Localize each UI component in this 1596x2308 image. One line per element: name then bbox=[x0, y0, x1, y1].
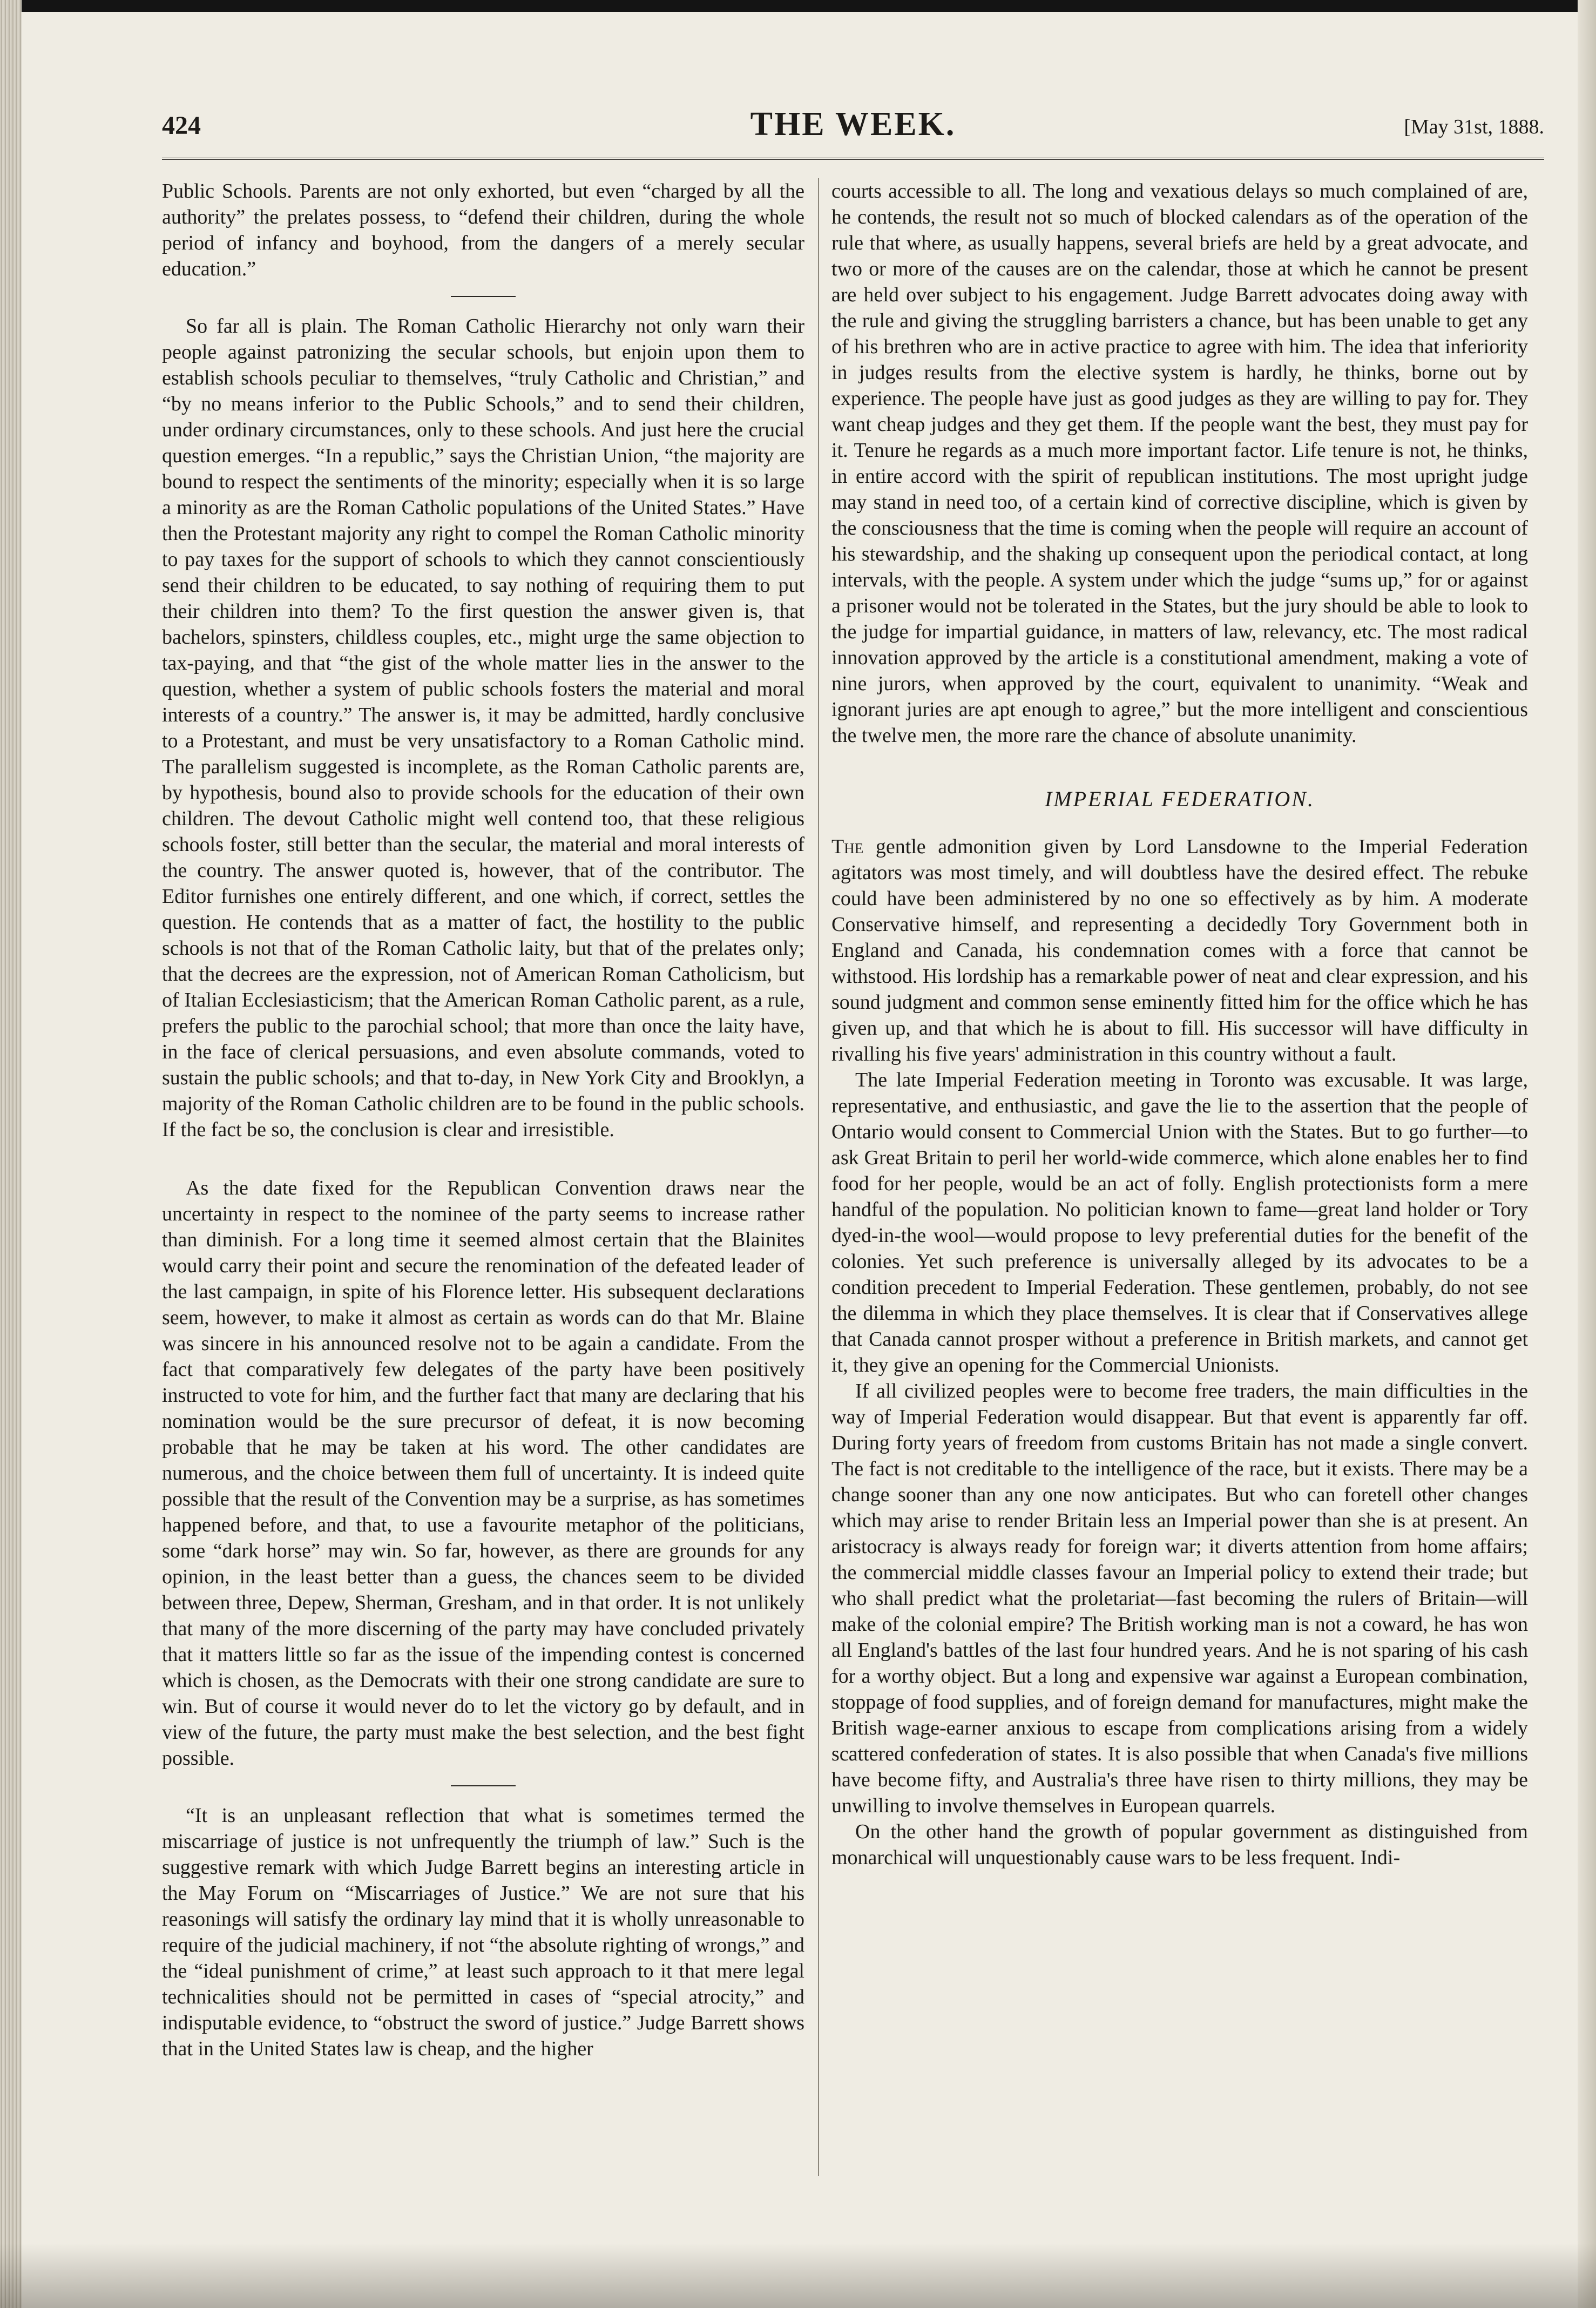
article-heading: IMPERIAL FEDERATION. bbox=[1045, 787, 1315, 811]
header-rule bbox=[162, 158, 1544, 160]
page-bottom-shade bbox=[0, 2243, 1596, 2308]
paragraph: “It is an unpleasant reflection that what is sometimes termed the miscarriage of justice is not unfrequently the triumph of law.” Such is the suggestive remark with which Judge Barrett begins an interesting article in the May Forum on “Miscarriages of Justice.” We are not sure that his reasonings will satisfy the ordinary lay mind that it is wholly unreasonable to require of the judicial machinery, if not “the absolute righting of wrongs,” and the “ideal punishment of crime,” at least such approach to it that mere legal technicalities should not be permitted in cases of “special atrocity,” and indisputable evidence, to “obstruct the sword of justice.” Judge Barrett shows that in the United States law is cheap, and the higher bbox=[162, 1804, 804, 2060]
page-header bbox=[162, 105, 1544, 154]
page-top-band bbox=[0, 0, 1596, 12]
paragraph: As the date fixed for the Republican Convention draws near the uncertainty in respect to the nominee of the party seems to increase rather than diminish. For a long time it seemed almost certain that the Blainites would carry their point and secure the renomination of the defeated leader of the last campaign, in spite of his Florence letter. His subsequent declarations seem, however, to make it almost as certain as words can do that Mr. Blaine was sincere in his announced resolve not to be again a candidate. From the fact that comparatively few delegates of the party have been positively instructed to vote for him, and the further fact that many are declaring that his nomination would be the sure precursor of defeat, it is now becoming probable that he may be taken at his word. The other candidates are numerous, and the choice between them full of uncertainty. It is indeed quite possible that the result of the Convention may be a surprise, as has sometimes happened before, and that, to use a favourite metaphor of the politicians, some “dark horse” may win. So far, however, as there are grounds for any opinion, in the least better than a guess, the chances seem to be divided between three, Depew, Sherman, Gresham, and in that order. It is not unlikely that many of the more discerning of the party may have concluded privately that it matters little so far as the issue of the impending contest is concerned which is chosen, as the Democrats with their one strong candidate are sure to win. But of course it would never do to let the victory go by default, and in view of the future, the party must make the best selection, and the best fight possible. bbox=[162, 1177, 804, 1770]
paragraph: If all civilized peoples were to become free traders, the main difficulties in the way of Imperial Federation would disappear. But that event is apparently far off. During forty years of freedom from customs Britain has not made a single convert. The fact is not creditable to the intelligence of the race, but it exists. There may be a change sooner than any one now anticipates. But who can foretell other changes which may arise to render Britain less an Imperial power than she is at present. An aristocracy is always ready for foreign war; it diverts attention from home affairs; the commercial middle classes favour an Imperial policy to extend their trade; but who shall predict what the proletariat—fast becoming the rulers of Britain—will make of the colonial empire? The British working man is not a coward, he has won all England's battles of the last four hundred years. And he is not sparing of his cash for a worthy object. But a long and expensive war against a European combination, stoppage of food supplies, and of foreign demand for manufactures, might make the British wage-earner anxious to escape from complications arising from a widely scattered confederation of states. It is also possible that when Canada's five millions have become fifty, and Australia's three have risen to thirty millions, they may be unwilling to involve themselves in European quarrels. bbox=[831, 1380, 1528, 1817]
left-column bbox=[162, 178, 804, 2062]
paragraph: courts accessible to all. The long and vexatious delays so much complained of are, he contends, the result not so much of blocked calendars as of the operation of the rule that where, as usually happens, several briefs are held by a great advocate, and two or more of the causes are on the calendar, those at which he cannot be present are held over subject to his engagement. Judge Barrett advocates doing away with the rule and giving the struggling barristers a chance, but has been unable to get any of his brethren who are in active practice to agree with him. The idea that inferiority in judges results from the elective system is hardly, he thinks, borne out by experience. The people have just as good judges as they are willing to pay for. They want cheap judges and they get them. If the people want the best, they must pay for it. Tenure he regards as a much more important factor. Life tenure is not, he thinks, in entire accord with the spirit of republican institutions. The most upright judge may stand in need too, of a certain kind of corrective discipline, which is given by the consciousness that the time is coming when the people will require an account of his stewardship, and the shaking up consequent upon the periodical contact, at long intervals, with the people. A system under which the judge “sums up,” for or against a prisoner would not be tolerated in the States, but the jury should be able to look to the judge for impartial guidance, in matters of law, relevancy, etc. The most radical innovation approved by the article is a constitutional amendment, making a vote of nine jurors, when approved by the court, equivalent to unanimity. “Weak and ignorant juries are apt enough to agree,” but the more intelligent and conscientious the twelve men, the more rare the chance of absolute unanimity. bbox=[831, 180, 1528, 747]
section-separator bbox=[451, 1785, 516, 1786]
paragraph: The late Imperial Federation meeting in Toronto was excusable. It was large, representative, and enthusiastic, and gave the lie to the assertion that the people of Ontario would consent to Commercial Union with the States. But to go further—to ask Great Britain to peril her world-wide commerce, which alone enables her to find food for her people, would be an act of folly. English protectionists form a mere handful of the population. No politician known to fame—great land holder or Tory dyed-in-the wool—would propose to levy preferential duties for the benefit of the colonies. Yet such preference is universally alleged by its advocates to be a condition precedent to Imperial Federation. These gentlemen, probably, do not see the dilemma in which they place themselves. It is clear that if Conservatives allege that Canada cannot prosper without a preference in British markets, and cannot get it, they give an opening for the Commercial Unionists. bbox=[831, 1069, 1528, 1376]
paragraph bbox=[831, 834, 1528, 1067]
lead-word: The bbox=[831, 835, 864, 858]
paragraph: Public Schools. Parents are not only exhorted, but even “charged by all the authority” the prelates possess, to “defend their children, during the whole period of infancy and boyhood, from the dangers of a merely secular education.” bbox=[162, 180, 804, 280]
page-binding-edge bbox=[0, 0, 22, 2308]
issue-date: [May 31st, 1888. bbox=[1404, 116, 1544, 138]
page-number: 424 bbox=[162, 111, 201, 140]
paragraph-text: gentle admonition given by Lord Lansdowne to the Imperial Federation agitators was most timely, and will doubtless have the desired effect. The rebuke could have been administered by no one so effectively as by him. A moderate Conservative himself, and representing a decidedly Tory Government both in England and Canada, his condemnation comes with a force that cannot be withstood. His lordship has a remarkable power of neat and clear expression, and his sound judgment and common sense eminently fitted him for the office which he has given up, and that which he is about to fill. His successor will have difficulty in rivalling his five years' administration in this country without a fault. bbox=[831, 835, 1529, 1065]
journal-title: THE WEEK. bbox=[750, 106, 956, 143]
column-divider bbox=[818, 178, 819, 2176]
section-break bbox=[162, 1143, 804, 1175]
paragraph: On the other hand the growth of popular government as distinguished from monarchical will unquestionably cause wars to be less frequent. Indi- bbox=[831, 1820, 1528, 1869]
section-separator bbox=[451, 296, 516, 297]
paragraph: So far all is plain. The Roman Catholic Hierarchy not only warn their people against patronizing the secular schools, but enjoin upon them to establish schools peculiar to themselves, “truly Catholic and Christian,” and “by no means inferior to the Public Schools,” and to send their children, under ordinary circumstances, only to these schools. And just here the crucial question emerges. “In a republic,” says the Christian Union, “the majority are bound to respect the sentiments of the minority; especially when it is so large a minority as are the Roman Catholic populations of the United States.” Have then the Protestant majority any right to compel the Roman Catholic minority to pay taxes for the support of schools to which they cannot conscientiously send their children to be educated, to say nothing of requiring them to put their children into them? To the first question the answer given is, that bachelors, spinsters, childless couples, etc., might urge the same objection to tax-paying, and that “the gist of the whole matter lies in the answer to the question, whether a system of public schools fosters the material and moral interests of a country.” The answer is, it may be admitted, hardly conclusive to a Protestant, and must be very unsatisfactory to a Roman Catholic mind. The parallelism suggested is incomplete, as the Roman Catholic parents are, by hypothesis, bound also to provide schools for the education of their own children. The devout Catholic might well contend too, that these religious schools foster, still better than the secular, the material and moral interests of the country. The answer quoted is, however, that of the contributor. The Editor furnishes one entirely different, and one which, if correct, settles the question. He contends that as a matter of fact, the hostility to the public schools is not that of the Roman Catholic laity, but that of the prelates only; that the decrees are the expression, not of American Roman Catholicism, but of Italian Ecclesiasticism; that the American Roman Catholic parent, as a rule, prefers the public to the parochial school; that more than once the laity have, in the face of clerical persuasions, and even absolute commands, voted to sustain the public schools; and that to-day, in New York City and Brooklyn, a majority of the Roman Catholic children are to be found in the public schools. If the fact be so, the conclusion is clear and irresistible. bbox=[162, 315, 804, 1141]
page-right-edge bbox=[1578, 0, 1596, 2308]
right-column bbox=[831, 178, 1528, 1871]
